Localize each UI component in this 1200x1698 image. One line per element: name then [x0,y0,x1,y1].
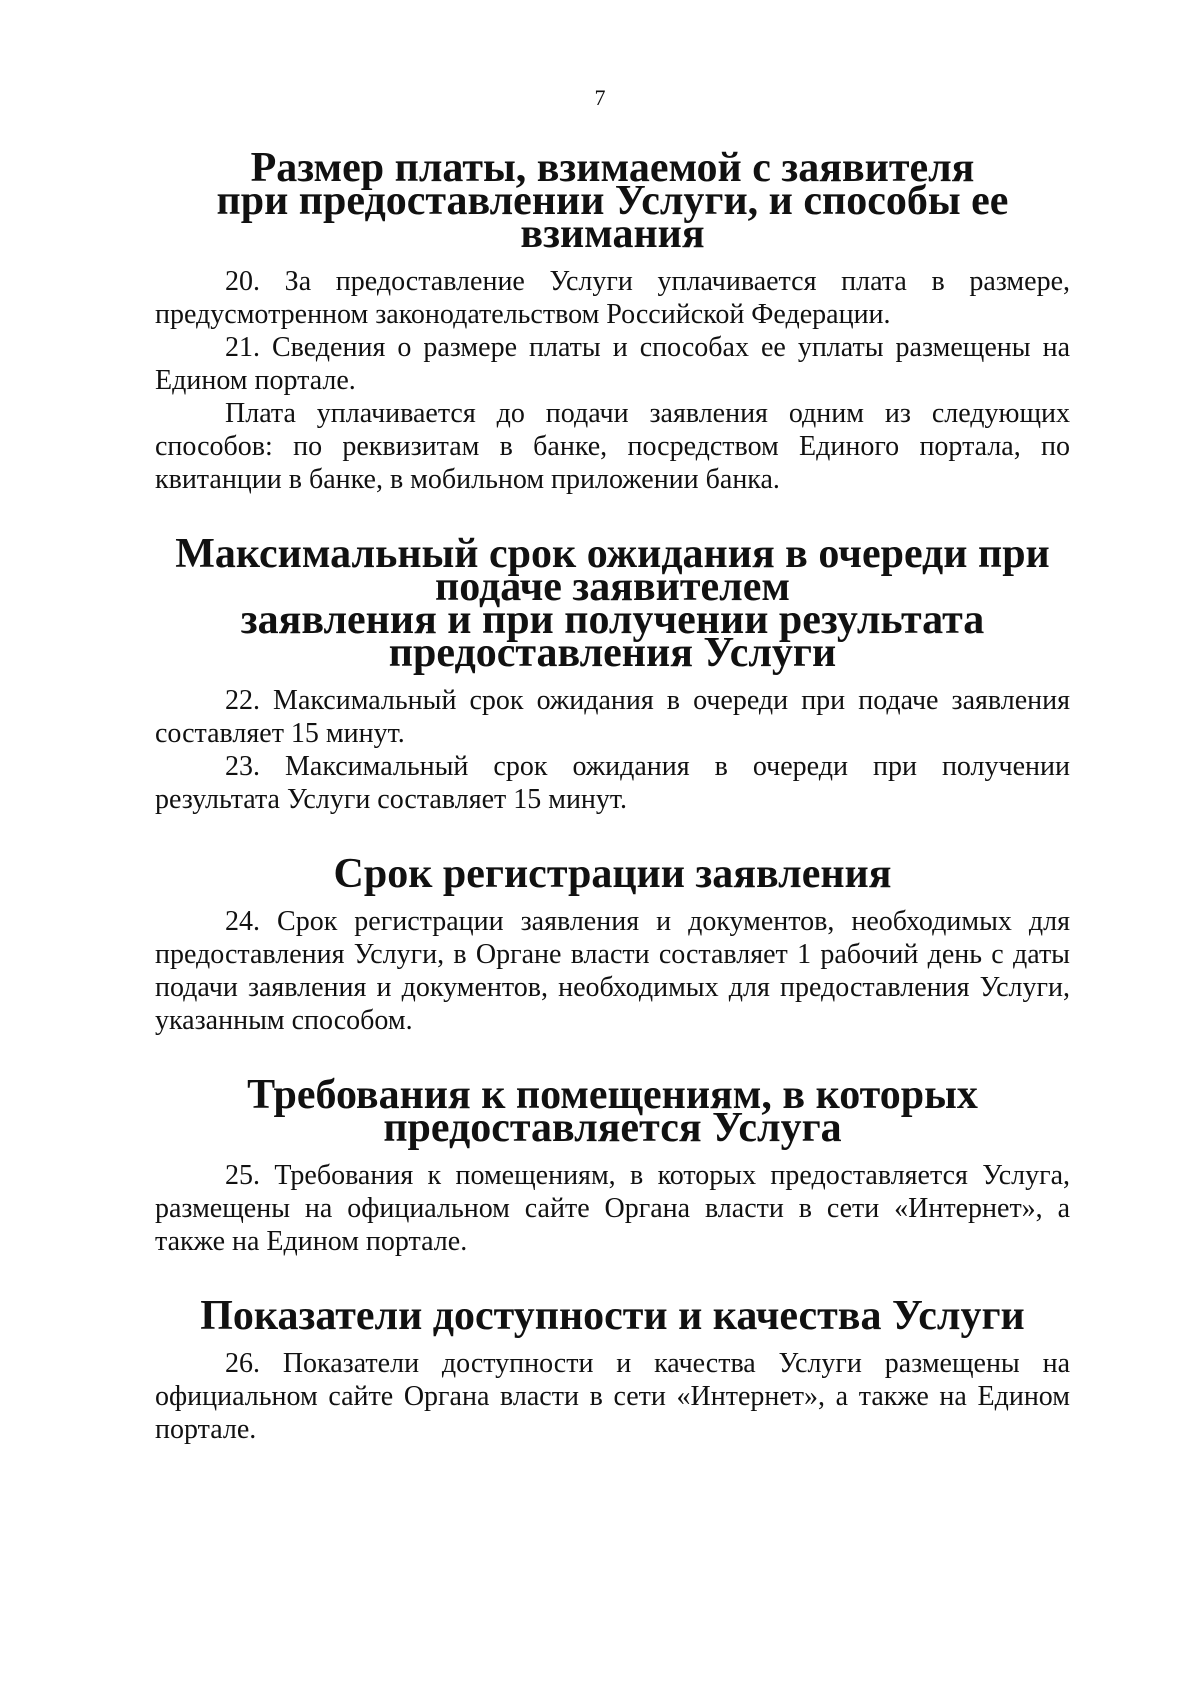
heading-line: при предоставлении Услуги, и способы ее взимания [216,178,1009,257]
section-heading [155,1072,1070,1151]
heading-line: заявления и при получении результата предоставления Услуги [240,597,985,676]
heading-line: Срок регистрации заявления [333,851,892,897]
section-heading [155,851,1070,897]
heading-line: Показатели доступности и качества Услуги [200,1293,1025,1339]
section-heading [155,1293,1070,1339]
section-heading [155,531,1070,676]
document-body [155,145,1070,1446]
page-number: 7 [594,85,606,110]
paragraph: 23. Максимальный срок ожидания в очереди при получении результата Услуги составляет 15 минут. [155,751,1070,815]
paragraph: 25. Требования к помещениям, в которых предоставляется Услуга, размещены на официальном сайте Органа власти в сети «Интернет», а также на Едином портале. [155,1160,1070,1257]
paragraph: Плата уплачивается до подачи заявления одним из следующих способов: по реквизитам в банке, посредством Единого портала, по квитанции в банке, в мобильном приложении банка. [155,398,1070,495]
paragraph: 26. Показатели доступности и качества Услуги размещены на официальном сайте Органа власти в сети «Интернет», а также на Едином портале. [155,1348,1070,1445]
heading-line: Размер платы, взимаемой с заявителя [250,145,975,191]
paragraph: 20. За предоставление Услуги уплачивается плата в размере, предусмотренном законодательством Российской Федерации. [155,266,1070,330]
section-quality-indicators [155,1293,1070,1446]
section-premises-requirements [155,1072,1070,1258]
section-queue-time [155,531,1070,816]
paragraph: 21. Сведения о размере платы и способах ее уплаты размещены на Едином портале. [155,332,1070,396]
heading-line: Требования к помещениям, в которых предоставляется Услуга [247,1072,978,1151]
paragraph: 24. Срок регистрации заявления и документов, необходимых для предоставления Услуги, в Органе власти составляет 1 рабочий день с даты подачи заявления и документов, необходимых для предоставления Услуги, указанным способом. [155,906,1070,1036]
paragraph: 22. Максимальный срок ожидания в очереди при подаче заявления составляет 15 минут. [155,685,1070,749]
section-payment [155,145,1070,496]
section-registration-time [155,851,1070,1037]
section-heading [155,145,1070,257]
heading-line: Максимальный срок ожидания в очереди при подаче заявителем [175,531,1050,610]
